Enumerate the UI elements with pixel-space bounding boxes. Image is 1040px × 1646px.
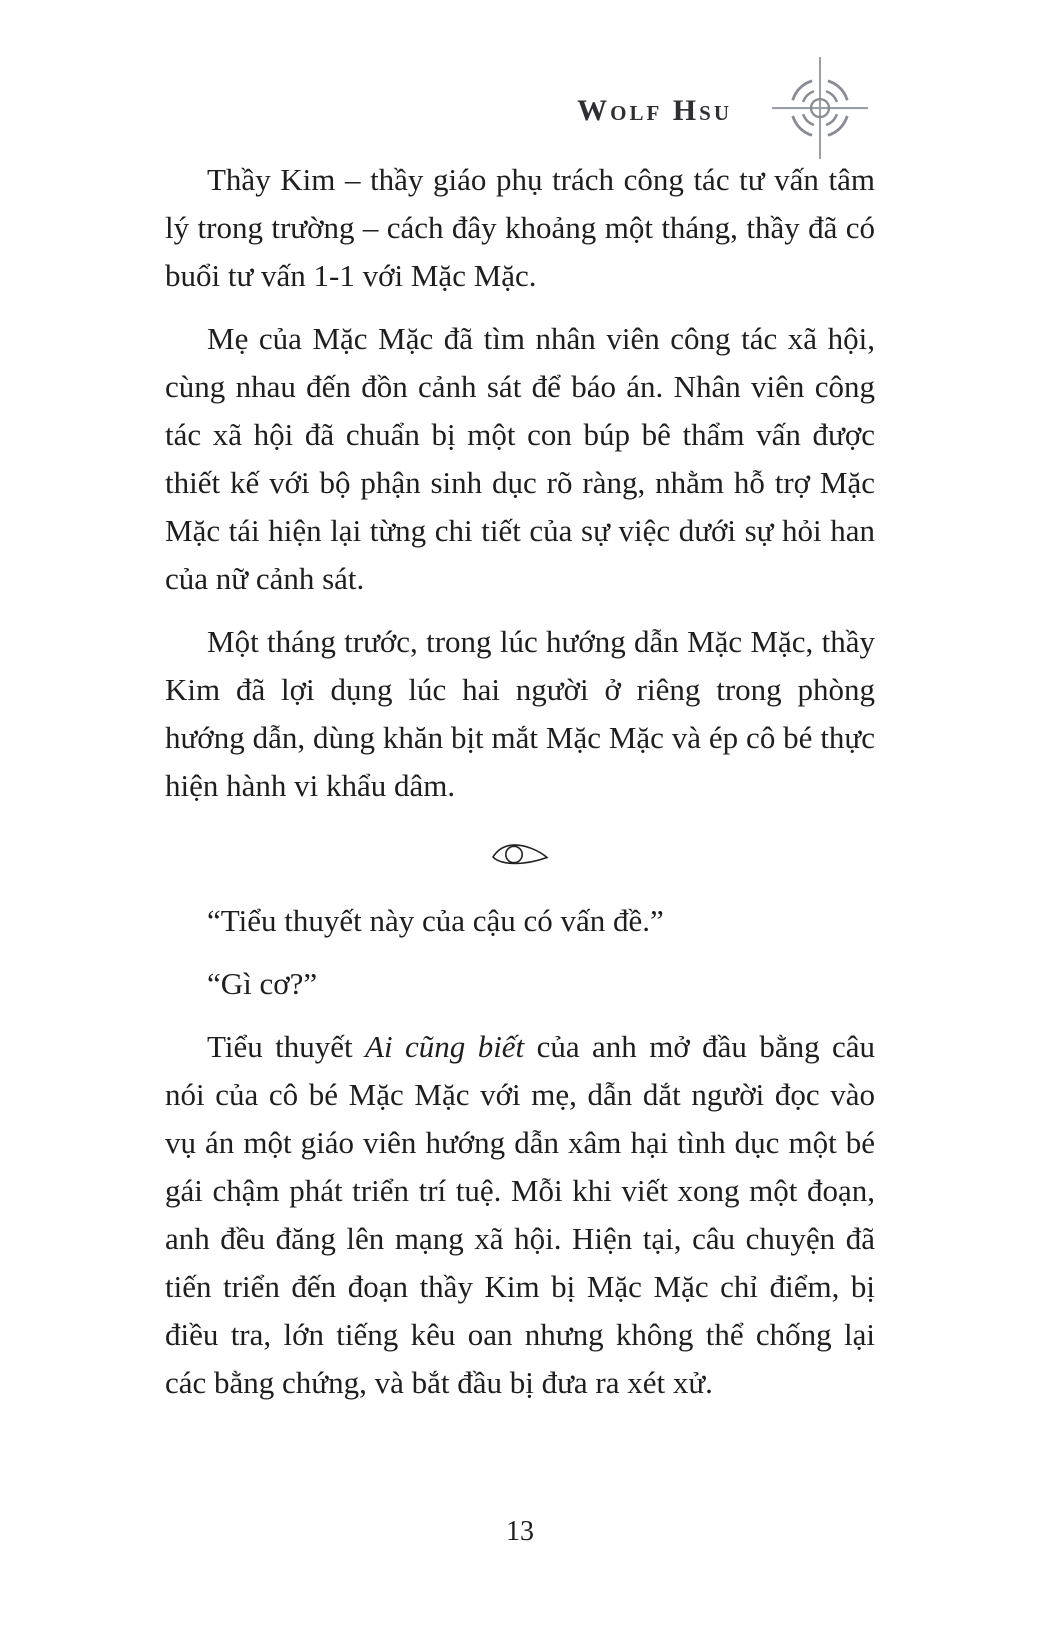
paragraph-3: Một tháng trước, trong lúc hướng dẫn Mặc Mặc, thầy Kim đã lợi dụng lúc hai người ở riêng trong phòng hướng dẫn, dùng khăn bịt mắt Mặc Mặc và ép cô bé thực hiện hành vi khẩu dâm. bbox=[165, 624, 875, 803]
body-text bbox=[165, 156, 875, 1422]
compass-crosshair-icon bbox=[768, 57, 872, 161]
eye-divider-icon bbox=[491, 842, 549, 871]
dialogue-line-2: “Gì cơ?” bbox=[207, 966, 318, 1001]
page-number: 13 bbox=[506, 1516, 534, 1547]
paragraph-4-segment-1: Tiểu thuyết bbox=[207, 1029, 366, 1064]
section-divider bbox=[165, 842, 875, 871]
page-footer bbox=[0, 1518, 1040, 1546]
page-header bbox=[577, 57, 872, 161]
paragraph-4 bbox=[165, 1023, 875, 1407]
author-name: Wolf Hsu bbox=[577, 94, 732, 127]
novel-title: Ai cũng biết bbox=[365, 1029, 525, 1064]
paragraph-1: Thầy Kim – thầy giáo phụ trách công tác tư vấn tâm lý trong trường – cách đây khoảng một tháng, thầy đã có buổi tư vấn 1-1 với Mặc Mặc. bbox=[165, 162, 875, 293]
paragraph-2: Mẹ của Mặc Mặc đã tìm nhân viên công tác xã hội, cùng nhau đến đồn cảnh sát để báo án. Nhân viên công tác xã hội đã chuẩn bị một con búp bê thẩm vấn được thiết kế với bộ phận sinh dục rõ ràng, nhằm hỗ trợ Mặc Mặc tái hiện lại từng chi tiết của sự việc dưới sự hỏi han của nữ cảnh sát. bbox=[165, 321, 875, 596]
dialogue-line-1: “Tiểu thuyết này của cậu có vấn đề.” bbox=[207, 903, 664, 938]
paragraph-4-segment-2: của anh mở đầu bằng câu nói của cô bé Mặc Mặc với mẹ, dẫn dắt người đọc vào vụ án một giáo viên hướng dẫn xâm hại tình dục một bé gái chậm phát triển trí tuệ. Mỗi khi viết xong một đoạn, anh đều đăng lên mạng xã hội. Hiện tại, câu chuyện đã tiến triển đến đoạn thầy Kim bị Mặc Mặc chỉ điểm, bị điều tra, lớn tiếng kêu oan nhưng không thể chống lại các bằng chứng, và bắt đầu bị đưa ra xét xử. bbox=[165, 1029, 876, 1400]
